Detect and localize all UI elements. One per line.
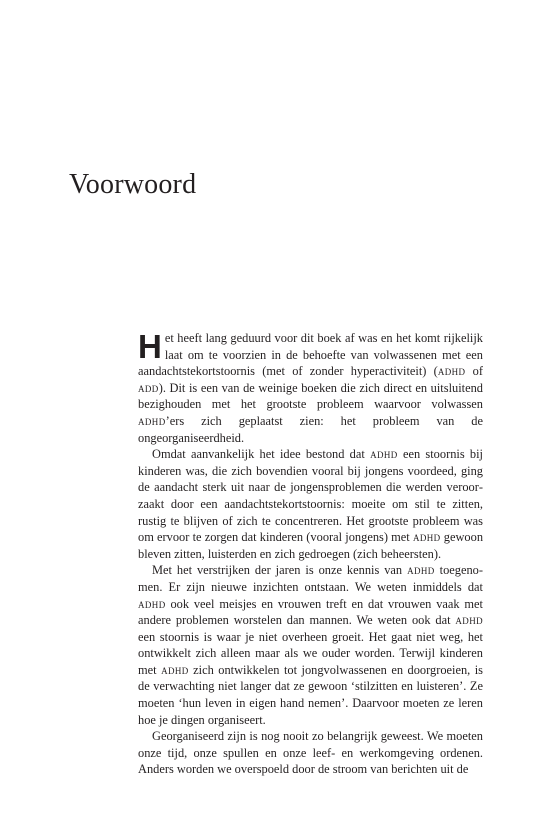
acronym: adhd xyxy=(161,662,189,677)
paragraph-2: Omdat aanvankelijk het idee bestond dat adhd een stoornis bij kinderen was, die zich bovendien vooral bij jongens voordeed, ging de aandacht sterk uit naar de jongensproblemen die werden veroorzaakt door een aandachtstekortstoornis: moeite om stil te zitten, rustig te blijven of zich te concentreren. Het grootste probleem was om ervoor te zorgen dat kinderen (vooral jongens) met adhd gewoon bleven zitten, luisterden en zich gedroegen (zich beheersten). xyxy=(138,447,484,561)
paragraph-4: Georganiseerd zijn is nog nooit zo belangrijk geweest. We moeten onze tijd, onze spullen en onze leef- en werkomgeving ordenen. Anders worden we overspoeld door de stroom van berichten uit de xyxy=(138,729,483,777)
acronym: adhd xyxy=(138,596,166,611)
paragraph-3: Met het verstrijken der jaren is onze kennis van adhd toegenomen. Er zijn nieuwe inzichten ontstaan. We weten inmiddels dat adhd ook veel meisjes en vrouwen treft en dat vrouwen vaak met andere problemen worstelen dan mannen. We weten ook dat adhd een stoornis is waar je niet overheen groeit. Het gaat niet weg, het ontwikkelt zich alleen maar als we ouder worden. Terwijl kinderen met adhd zich ontwikkelen tot jongvolwassenen en doorgroeien, is de verwachting niet langer dat ze gewoon ‘stilzitten en luisteren’. Ze moeten ‘hun leven in eigen hand nemen’. Daarvoor moeten ze leren hoe je dingen organiseert. xyxy=(138,563,483,727)
acronym: add xyxy=(138,380,159,395)
paragraph-1 xyxy=(138,330,483,446)
chapter-title: Voorwoord xyxy=(69,169,197,200)
acronym: adhd xyxy=(138,413,166,428)
acronym: adhd xyxy=(455,613,483,628)
body-text xyxy=(138,330,483,778)
acronym: adhd xyxy=(437,364,466,379)
acronym: adhd xyxy=(412,530,441,545)
acronym: adhd xyxy=(407,563,435,578)
drop-cap: H xyxy=(138,328,162,365)
paragraph-1-text: et heeft lang geduurd voor dit boek af was en het komt rijkelijk laat om te voorzien in de behoefte van volwassenen met een aandachtstekortstoornis (met of zonder hyperactiviteit) (adhd of add). Dit is een van de weinige boeken die zich direct en uitsluitend bezighouden met het grootste probleem waarvoor volwassen adhd’ers zich geplaatst zien: het probleem van de ongeorganiseerdheid. xyxy=(138,331,483,445)
acronym: adhd xyxy=(370,447,398,462)
